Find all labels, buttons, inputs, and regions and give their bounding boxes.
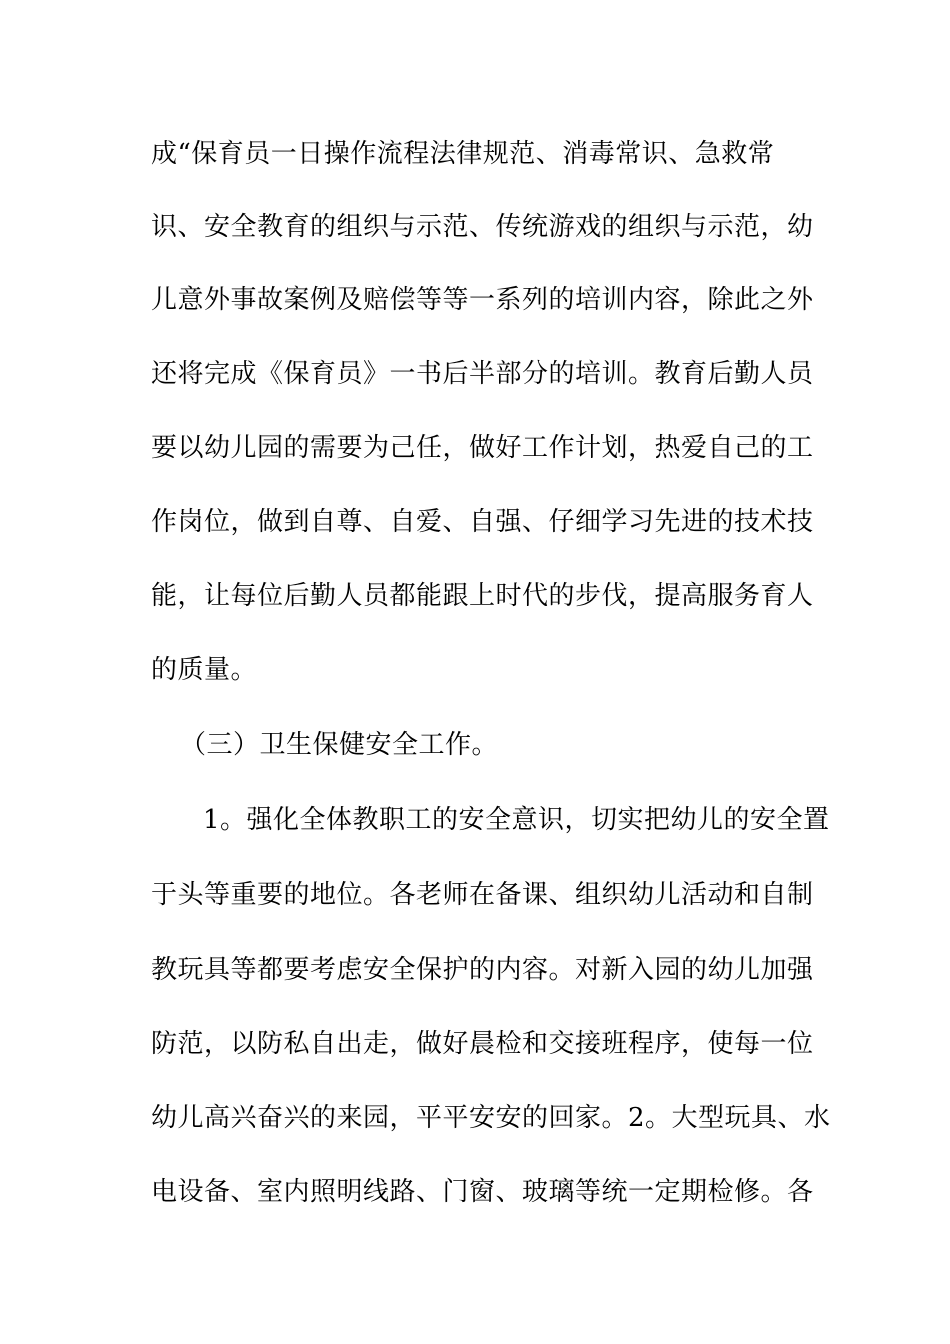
- text-line-15: 电设备、室内照明线路、门窗、玻璃等统一定期检修。各: [151, 1177, 814, 1207]
- text-line-13: 防范，以防私自出走，做好晨检和交接班程序，使每一位: [151, 1029, 814, 1059]
- text-line-7: 能，让每位后勤人员都能跟上时代的步伐，提高服务育人: [151, 581, 814, 611]
- text-line-11: 于头等重要的地位。各老师在备课、组织幼儿活动和自制: [151, 880, 814, 910]
- text-line-10: 1。强化全体教职工的安全意识，切实把幼儿的安全置: [203, 805, 830, 835]
- text-line-3: 儿意外事故案例及赔偿等等一系列的培训内容，除此之外: [151, 285, 814, 315]
- text-line-12: 教玩具等都要考虑安全保护的内容。对新入园的幼儿加强: [151, 955, 814, 985]
- text-line-1: 成“保育员一日操作流程法律规范、消毒常识、急救常: [151, 139, 775, 169]
- text-line-6: 作岗位，做到自尊、自爱、自强、仔细学习先进的技术技: [151, 507, 814, 537]
- text-line-14: 幼儿高兴奋兴的来园，平平安安的回家。2。大型玩具、水: [151, 1103, 831, 1133]
- text-line-2: 识、安全教育的组织与示范、传统游戏的组织与示范，幼: [151, 212, 814, 242]
- section-heading: （三）卫生保健安全工作。: [180, 730, 499, 760]
- text-line-8: 的质量。: [151, 655, 258, 685]
- text-line-5: 要以幼儿园的需要为己任，做好工作计划，热爱自己的工: [151, 433, 814, 463]
- text-line-4: 还将完成《保育员》一书后半部分的培训。教育后勤人员: [151, 359, 814, 389]
